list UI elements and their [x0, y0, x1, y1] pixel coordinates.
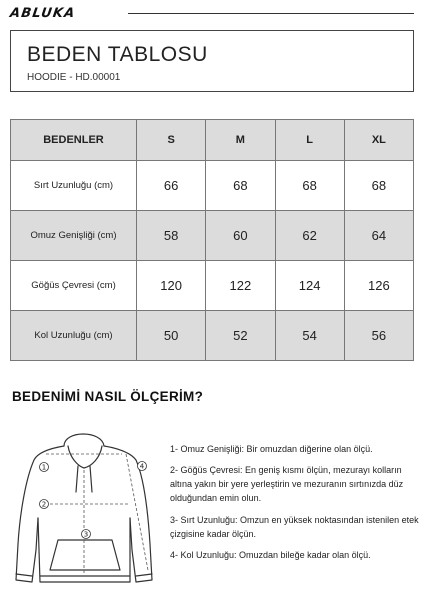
instruction-back-length: 3- Sırt Uzunluğu: Omzun en yüksek noktasından istenilen etek çizgisine kadar ölçün.	[170, 515, 419, 539]
header-cell-xl: XL	[344, 120, 413, 161]
table-cell: 68	[206, 160, 275, 210]
table-cell: 122	[206, 260, 275, 310]
row-label: Omuz Genişliği (cm)	[11, 210, 137, 260]
table-cell: 52	[206, 310, 275, 360]
table-cell: 66	[137, 160, 206, 210]
table-cell: 54	[275, 310, 344, 360]
table-cell: 68	[344, 160, 413, 210]
title-box	[10, 30, 414, 92]
table-cell: 64	[344, 210, 413, 260]
table-cell: 58	[137, 210, 206, 260]
row-label: Sırt Uzunluğu (cm)	[11, 160, 137, 210]
product-code: HOODIE - HD.00001	[27, 72, 121, 83]
header-cell-sizes: BEDENLER	[11, 120, 137, 161]
table-header-row	[11, 120, 414, 161]
hoodie-measurement-diagram	[8, 422, 158, 592]
table-cell: 120	[137, 260, 206, 310]
table-cell: 124	[275, 260, 344, 310]
row-label: Göğüs Çevresi (cm)	[11, 260, 137, 310]
instruction-chest: 2- Göğüs Çevresi: En geniş kısmı ölçün, mezurayı kolların altına yakın bir yere yerleştirin ve mezuranın sırtınızda düz olduğundan emin olun.	[170, 465, 404, 503]
table-cell: 62	[275, 210, 344, 260]
row-label: Kol Uzunluğu (cm)	[11, 310, 137, 360]
header-cell-m: M	[206, 120, 275, 161]
size-table	[10, 119, 414, 361]
marker-2-label: 2	[41, 500, 47, 509]
table-row-chest	[11, 260, 414, 310]
table-row-shoulder-width	[11, 210, 414, 260]
table-row-sleeve-length	[11, 310, 414, 360]
brand-name: ABLUKA	[8, 5, 77, 21]
table-cell: 56	[344, 310, 413, 360]
header-cell-l: L	[275, 120, 344, 161]
marker-3-label: 3	[83, 530, 89, 539]
table-cell: 50	[137, 310, 206, 360]
table-cell: 126	[344, 260, 413, 310]
instruction-sleeve: 4- Kol Uzunluğu: Omuzdan bileğe kadar olan ölçü.	[170, 550, 371, 560]
marker-4-label: 4	[139, 462, 145, 471]
brand-logo	[10, 6, 75, 20]
table-cell: 68	[275, 160, 344, 210]
header-divider	[128, 13, 414, 14]
page-title: BEDEN TABLOSU	[27, 43, 208, 66]
table-cell: 60	[206, 210, 275, 260]
header-cell-s: S	[137, 120, 206, 161]
table-row-back-length	[11, 160, 414, 210]
instruction-shoulder: 1- Omuz Genişliği: Bir omuzdan diğerine olan ölçü.	[170, 444, 373, 454]
marker-1-label: 1	[41, 463, 47, 472]
how-to-measure-title: BEDENİMİ NASIL ÖLÇERİM?	[12, 389, 204, 404]
